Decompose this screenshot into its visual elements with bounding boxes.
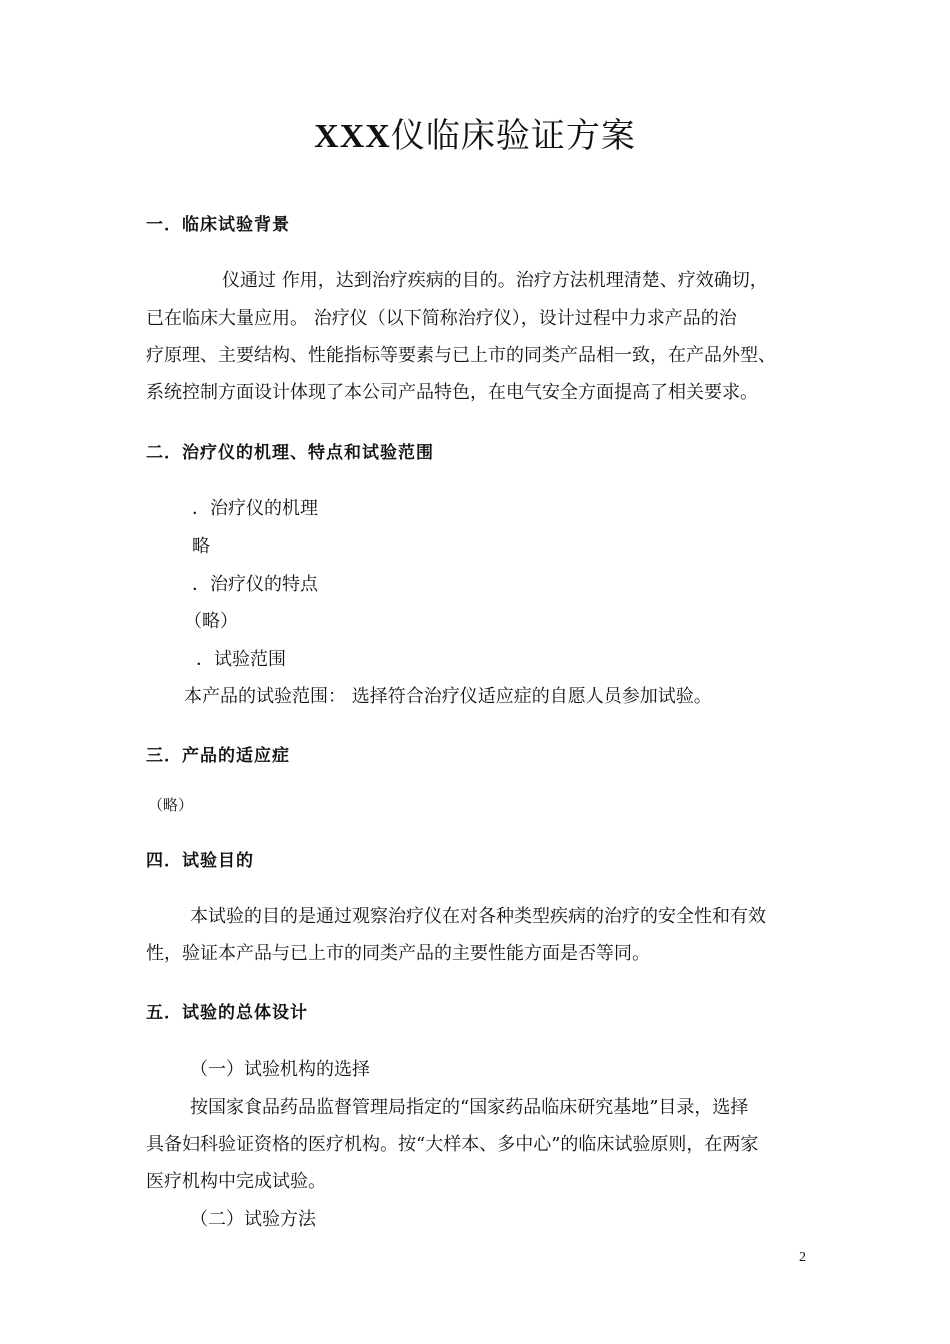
document-title: [0, 108, 950, 157]
s5-subheading-2: （二）试验方法: [190, 1209, 316, 1230]
s2-item-1-body: 略: [192, 536, 210, 557]
section-1-heading: 一．临床试验背景: [146, 215, 290, 235]
s1-line-3: 疗原理、主要结构、性能指标等要素与已上市的同类产品相一致，在产品外型、: [146, 345, 776, 366]
s2-item-1: ．治疗仪的机理: [192, 498, 318, 519]
section-5-heading: 五．试验的总体设计: [146, 1003, 308, 1023]
s2-item-3-body: 本产品的试验范围： 选择符合治疗仪适应症的自愿人员参加试验。: [184, 686, 712, 707]
title-rest: 仪临床验证方案: [390, 116, 636, 156]
page-number: 2: [799, 1250, 806, 1265]
section-3-heading: 三．产品的适应症: [146, 746, 290, 766]
s2-item-2: ．治疗仪的特点: [192, 574, 318, 595]
s5-line-3: 医疗机构中完成试验。: [146, 1171, 326, 1192]
s2-item-2-body: （略）: [184, 611, 238, 632]
section-2-heading: 二．治疗仪的机理、特点和试验范围: [146, 443, 434, 463]
s2-item-3: ．试验范围: [196, 649, 286, 670]
s5-line-1: 按国家食品药品监督管理局指定的“国家药品临床研究基地”目录，选择: [190, 1097, 749, 1118]
s1-line-4: 系统控制方面设计体现了本公司产品特色，在电气安全方面提高了相关要求。: [146, 382, 758, 403]
s5-subheading-1: （一）试验机构的选择: [190, 1059, 370, 1080]
s5-line-2: 具备妇科验证资格的医疗机构。按“大样本、多中心”的临床试验原则，在两家: [146, 1134, 759, 1155]
s3-body: （略）: [148, 796, 194, 814]
s4-line-2: 性，验证本产品与已上市的同类产品的主要性能方面是否等同。: [146, 943, 650, 964]
section-4-heading: 四．试验目的: [146, 851, 254, 871]
s4-line-1: 本试验的目的是通过观察治疗仪在对各种类型疾病的治疗的安全性和有效: [190, 906, 766, 927]
title-bold: XXX: [314, 118, 391, 155]
s1-line-2: 已在临床大量应用。 治疗仪（以下简称治疗仪），设计过程中力求产品的治: [146, 308, 737, 329]
s1-line-1: 仪通过 作用，达到治疗疾病的目的。治疗方法机理清楚、疗效确切，: [222, 270, 768, 291]
